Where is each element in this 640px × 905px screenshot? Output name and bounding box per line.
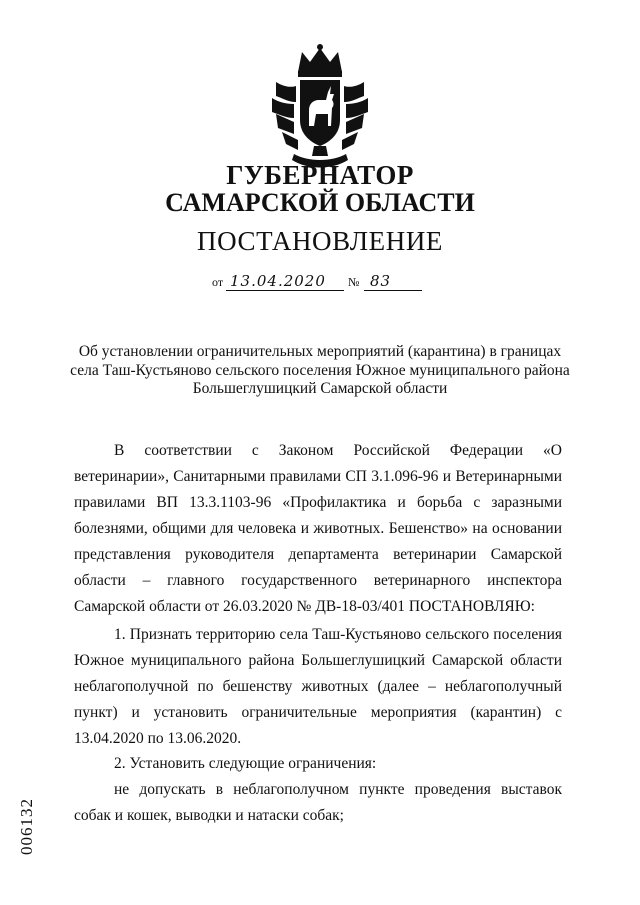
margin-serial-number: 006132	[17, 798, 36, 855]
clause-1-text: 1. Признать территорию села Таш-Кустьяново сельского поселения Южное муниципального района Большеглушицкий Самарской области неблагополучной по бешенству животных (далее – неблагополучный пункт) и установить ограничительные мероприятия (карантин) с 13.04.2020 по 13.06.2020.	[74, 626, 562, 747]
document-subject	[60, 343, 580, 399]
preamble-text: В соответствии с Законом Российской Федерации «О ветеринарии», Санитарными правилами СП 3.1.096-96 и Ветеринарными правилами ВП 13.3.1103-96 «Профилактика и борьба с заразными болезнями, общими для человека и животных. Бешенство» на основании представления руководителя департамента ветеринарии Самарской области – главного государственного ветеринарного инспектора Самарской области от 26.03.2020 № ДВ-18-03/401 ПОСТАНОВЛЯЮ:	[74, 442, 562, 615]
date-label: от	[212, 275, 224, 289]
number-value: 83	[370, 272, 392, 290]
clause-2-paragraph	[74, 751, 562, 777]
clause-2-text: 2. Установить следующие ограничения:	[114, 755, 377, 772]
restriction-paragraph	[74, 777, 562, 829]
preamble-paragraph	[74, 438, 562, 620]
document-type: ПОСТАНОВЛЕНИЕ	[196, 226, 444, 256]
samara-coat-of-arms-icon	[268, 42, 372, 174]
restriction-text: не допускать в неблагополучном пункте проведения выставок собак и кошек, выводки и натаски собак;	[74, 781, 562, 824]
subject-line: Об установлении ограничительных мероприятий (карантина) в границах	[78, 343, 562, 360]
issuer-region: САМАРСКОЙ ОБЛАСТИ	[165, 188, 475, 217]
subject-line: села Таш-Кустьяново сельского поселения Южное муниципального района	[70, 361, 570, 379]
clause-1-paragraph	[74, 622, 562, 752]
issuer-title: ГУБЕРНАТОР	[226, 160, 414, 190]
subject-line: Большеглушицкий Самарской области	[192, 380, 448, 397]
number-label: №	[348, 275, 360, 289]
date-value: 13.04.2020	[230, 272, 326, 290]
date-number-line	[212, 270, 442, 292]
